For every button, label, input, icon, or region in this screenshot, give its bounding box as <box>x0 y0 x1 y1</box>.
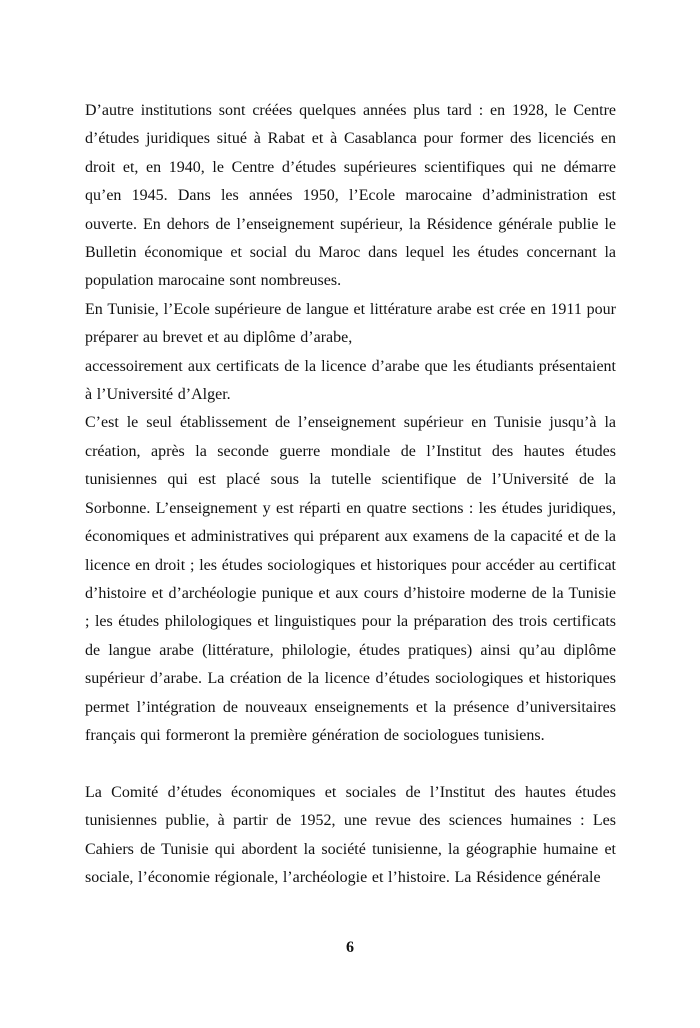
paragraph-tunisie-ecole: En Tunisie, l’Ecole supérieure de langue et littérature arabe est crée en 1911 pour préparer au brevet et au diplôme d’arabe, <box>85 300 616 347</box>
page-body <box>85 97 616 892</box>
paragraph-comite-etudes: La Comité d’études économiques et sociales de l’Institut des hautes études tunisiennes publie, à partir de 1952, une revue des sciences humaines : Les Cahiers de Tunisie qui abordent la société tunisienne, la géographie humaine et sociale, l’économie régionale, l’archéologie et l’histoire. La Résidence générale <box>85 783 616 886</box>
page-number: 6 <box>346 938 354 956</box>
paragraph-institut-hautes-etudes: C’est le seul établissement de l’enseignement supérieur en Tunisie jusqu’à la création, après la seconde guerre mondiale de l’Institut des hautes études tunisiennes qui est placé sous la tutelle scientifique de l’Université de la Sorbonne. L’enseignement y est réparti en quatre sections : les études juridiques, économiques et administratives qui préparent aux examens de la capacité et de la licence en droit ; les études sociologiques et historiques pour accéder au certificat d’histoire et d’archéologie punique et aux cours d’histoire moderne de la Tunisie ; les études philologiques et linguistiques pour la préparation des trois certificats de langue arabe (littérature, philologie, études pratiques) ainsi qu’au diplôme supérieur d’arabe. La création de la licence d’études sociologiques et historiques permet l’intégration de nouveaux enseignements et la présence d’universitaires français qui formeront la première génération de sociologues tunisiens. <box>85 414 616 744</box>
paragraph-institutions-maroc: D’autre institutions sont créées quelques années plus tard : en 1928, le Centre d’études juridiques situé à Rabat et à Casablanca pour former des licenciés en droit et, en 1940, le Centre d’études supérieures scientifiques qui ne démarre qu’en 1945. Dans les années 1950, l’Ecole marocaine d’administration est ouverte. En dehors de l’enseignement supérieur, la Résidence générale publie le Bulletin économique et social du Maroc dans lequel les études concernant la population marocaine sont nombreuses. <box>85 102 616 290</box>
paragraph-accessoirement: accessoirement aux certificats de la licence d’arabe que les étudiants présentaient à l’Université d’Alger. <box>85 357 616 404</box>
